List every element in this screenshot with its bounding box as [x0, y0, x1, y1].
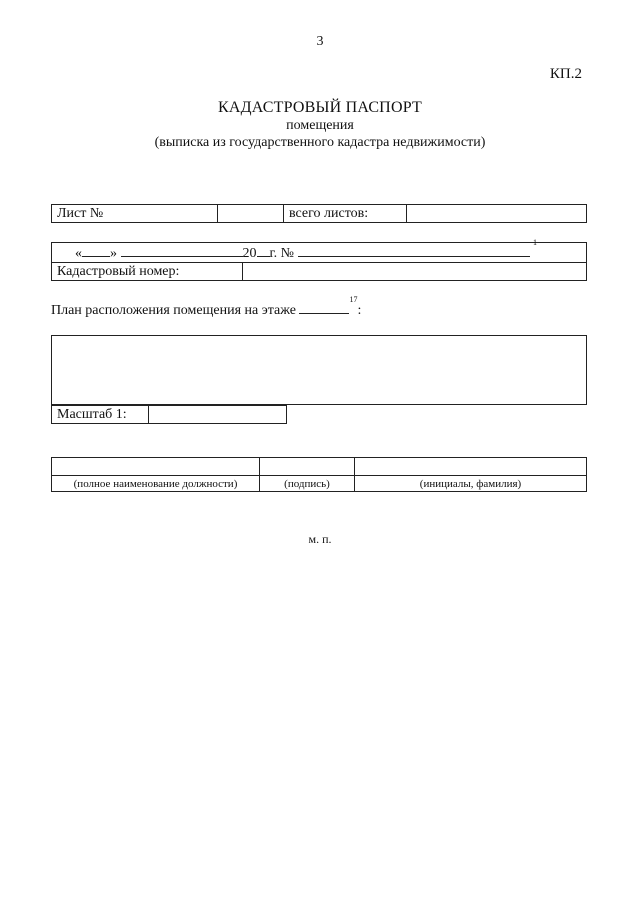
- signature-table: [51, 457, 587, 492]
- plan-label: План расположения помещения на этаже: [51, 303, 296, 318]
- date-row: [52, 238, 587, 263]
- plan-label-row: [51, 295, 362, 319]
- scale-table: [51, 405, 287, 424]
- form-code: КП.2: [549, 66, 582, 82]
- month-field[interactable]: [121, 243, 243, 257]
- year-field[interactable]: [257, 243, 270, 257]
- document-subtitle-extract: (выписка из государственного кадастра недвижимости): [154, 135, 486, 150]
- signature-field[interactable]: [260, 458, 355, 476]
- close-quote: »: [110, 246, 117, 261]
- position-caption: (полное наименование должности): [52, 476, 260, 492]
- page-number: 3: [316, 34, 324, 49]
- day-field[interactable]: [82, 243, 110, 257]
- total-sheets-label: всего листов:: [289, 206, 369, 221]
- position-field[interactable]: [52, 458, 260, 476]
- year-prefix: 20: [242, 246, 257, 261]
- stamp-place: м. п.: [308, 532, 332, 546]
- scale-label-cell: [52, 406, 149, 424]
- document-number-field[interactable]: [298, 243, 530, 257]
- number-label: г. №: [269, 246, 295, 261]
- floor-field[interactable]: [299, 300, 349, 314]
- sheet-label: Лист №: [57, 206, 104, 221]
- cadastral-number-field[interactable]: [243, 263, 587, 281]
- cadastral-label-cell: [52, 263, 243, 281]
- name-caption: (инициалы, фамилия): [355, 476, 587, 492]
- document-title: КАДАСТРОВЫЙ ПАСПОРТ: [218, 99, 422, 116]
- total-sheets-field[interactable]: [407, 205, 587, 223]
- document-subtitle: помещения: [286, 118, 354, 133]
- sheet-label-cell: [52, 205, 218, 223]
- footnote-1: 1: [533, 238, 538, 248]
- date-cadastral-table: [51, 238, 587, 281]
- cadastral-number-label: Кадастровый номер:: [57, 264, 180, 279]
- signature-caption: (подпись): [260, 476, 355, 492]
- open-quote: «: [75, 246, 82, 261]
- total-sheets-label-cell: [284, 205, 407, 223]
- plan-colon: :: [357, 303, 362, 318]
- name-field[interactable]: [355, 458, 587, 476]
- floor-plan-area[interactable]: [51, 335, 587, 405]
- scale-field[interactable]: [149, 406, 287, 424]
- sheet-table: [51, 204, 587, 223]
- footnote-17: 17: [349, 295, 358, 305]
- scale-label: Масштаб 1:: [57, 407, 127, 422]
- sheet-number-field[interactable]: [218, 205, 284, 223]
